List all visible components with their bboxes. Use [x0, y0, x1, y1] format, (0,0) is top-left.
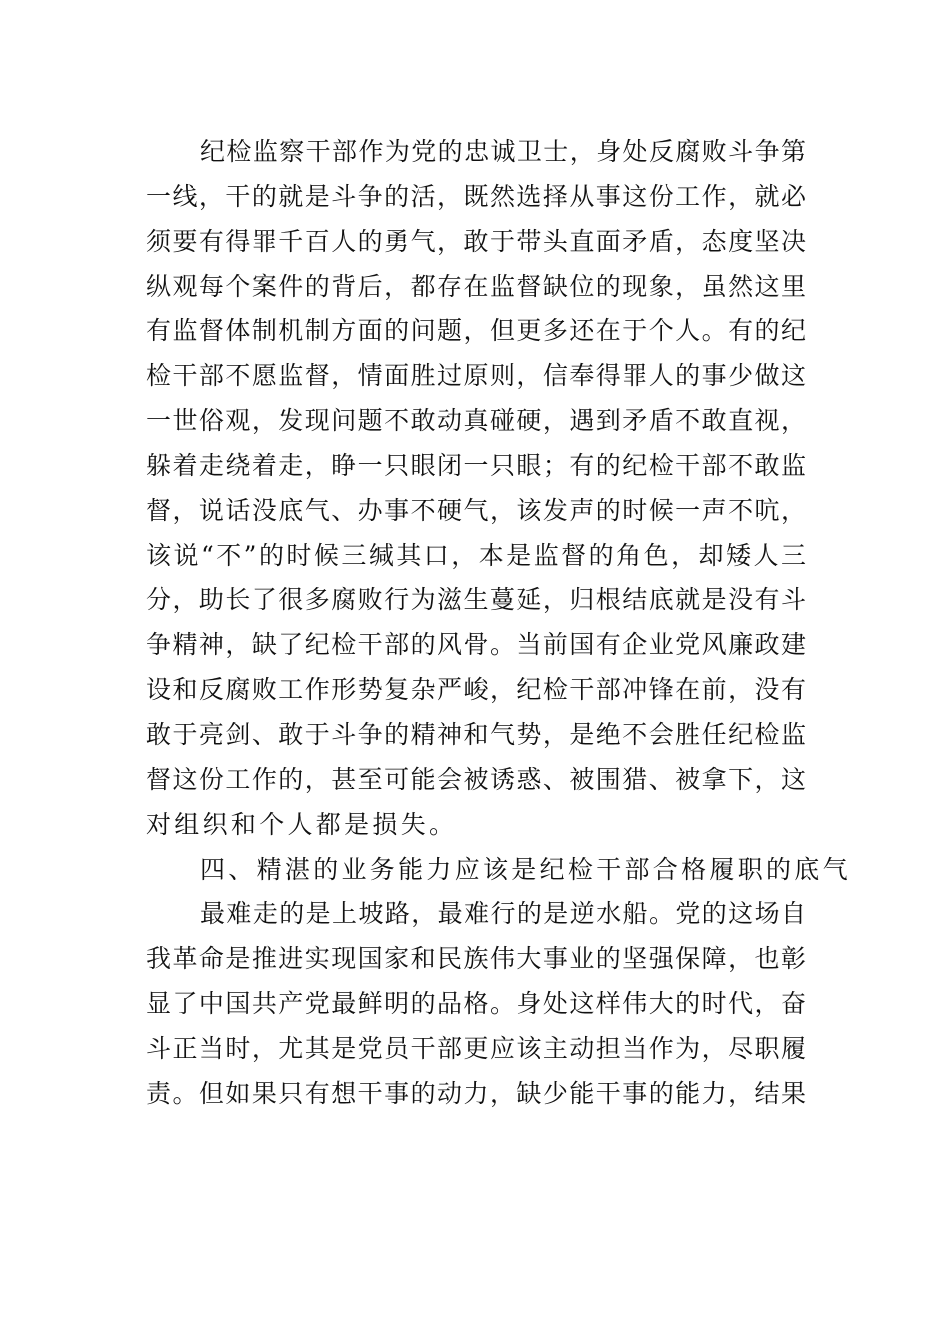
text-line: 显了中国共产党最鲜明的品格。身处这样伟大的时代，奋: [146, 989, 806, 1019]
text-line: 督，说话没底气、办事不硬气，该发声的时候一声不吭，: [146, 495, 806, 525]
text-line: 敢于亮剑、敢于斗争的精神和气势，是绝不会胜任纪检监: [146, 719, 806, 749]
text-line: 纵观每个案件的背后，都存在监督缺位的现象，虽然这里: [146, 271, 806, 301]
section-heading-text: 四、精湛的业务能力应该是纪检干部合格履职的底气: [200, 854, 851, 884]
text-line: 斗正当时，尤其是党员干部更应该主动担当作为，尽职履: [146, 1033, 806, 1063]
text-line: 纪检监察干部作为党的忠诚卫士，身处反腐败斗争第: [200, 137, 806, 166]
text-line: 检干部不愿监督，情面胜过原则，信奉得罪人的事少做这: [146, 361, 806, 391]
text-line: 对组织和个人都是损失。: [146, 809, 458, 839]
text-line: 须要有得罪千百人的勇气，敢于带头直面矛盾，态度坚决: [146, 226, 806, 256]
paragraph-1: [146, 130, 806, 848]
text-line: 一线，干的就是斗争的活，既然选择从事这份工作，就必: [146, 181, 806, 211]
text-line: 督这份工作的，甚至可能会被诱惑、被围猎、被拿下，这: [146, 764, 806, 794]
section-heading: [146, 848, 851, 893]
body-text: [146, 130, 851, 1117]
text-line: 设和反腐败工作形势复杂严峻，纪检干部冲锋在前，没有: [146, 675, 806, 705]
paragraph-2: [146, 892, 806, 1116]
text-line: 躲着走绕着走，睁一只眼闭一只眼；有的纪检干部不敢监: [146, 450, 806, 480]
text-line: 有监督体制机制方面的问题，但更多还在于个人。有的纪: [146, 316, 806, 346]
text-line: 一世俗观，发现问题不敢动真碰硬，遇到矛盾不敢直视，: [146, 406, 806, 436]
text-line: 分，助长了很多腐败行为滋生蔓延，归根结底就是没有斗: [146, 585, 806, 615]
text-line: 责。但如果只有想干事的动力，缺少能干事的能力，结果: [146, 1078, 806, 1108]
text-line: 争精神，缺了纪检干部的风骨。当前国有企业党风廉政建: [146, 630, 806, 660]
text-line: 我革命是推进实现国家和民族伟大事业的坚强保障，也彰: [146, 944, 806, 974]
text-line: 该说“不”的时候三缄其口，本是监督的角色，却矮人三: [146, 540, 806, 570]
text-line: 最难走的是上坡路，最难行的是逆水船。党的这场自: [200, 899, 806, 929]
